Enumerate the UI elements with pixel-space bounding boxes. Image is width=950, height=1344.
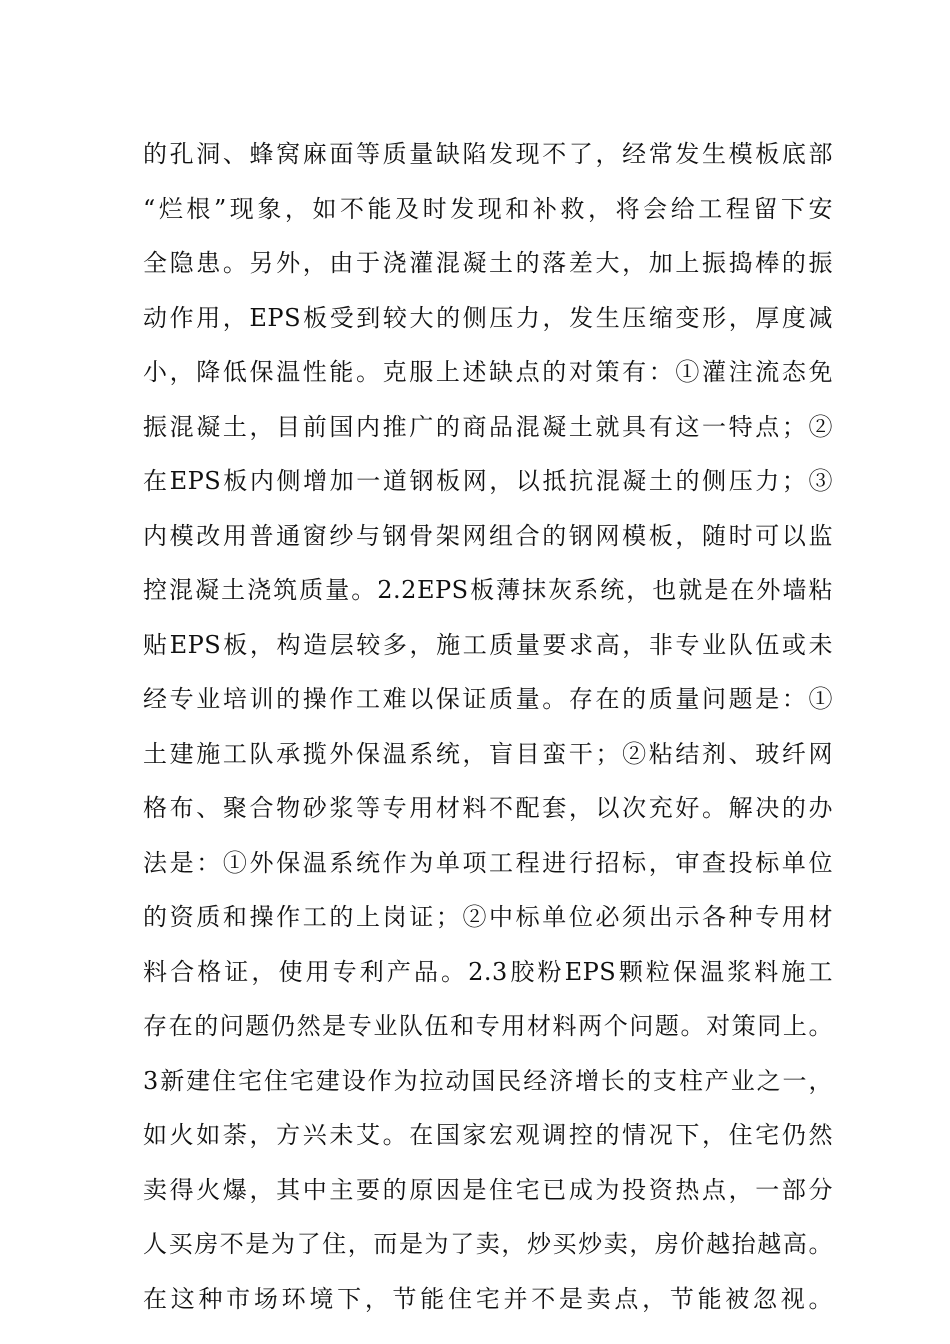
text-line: 如火如荼，方兴未艾。在国家宏观调控的情况下，住宅仍然 (143, 1121, 833, 1149)
text-line: 卖得火爆，其中主要的原因是住宅已成为投资热点，一部分 (143, 1175, 833, 1204)
text-line: 存在的问题仍然是专业队伍和专用材料两个问题。对策同上。 (143, 1012, 833, 1040)
text-line: 格布、聚合物砂浆等专用材料不配套，以次充好。解决的办 (143, 794, 833, 822)
text-line: 小，降低保温性能。克服上述缺点的对策有：①灌注流态免 (143, 358, 833, 386)
text-line: 贴EPS板，构造层较多，施工质量要求高，非专业队伍或未 (143, 630, 833, 659)
text-line: “烂根”现象，如不能及时发现和补救，将会给工程留下安 (143, 194, 833, 223)
text-line: 法是：①外保温系统作为单项工程进行招标，审查投标单位 (143, 848, 833, 877)
text-line: 3新建住宅住宅建设作为拉动国民经济增长的支柱产业之一， (143, 1066, 833, 1095)
text-line: 的资质和操作工的上岗证；②中标单位必须出示各种专用材 (143, 903, 833, 931)
text-line: 内模改用普通窗纱与钢骨架网组合的钢网模板，随时可以监 (143, 521, 833, 550)
text-line: 全隐患。另外，由于浇灌混凝土的落差大，加上振捣棒的振 (143, 249, 833, 277)
text-line: 经专业培训的操作工难以保证质量。存在的质量问题是：① (143, 685, 833, 713)
text-line: 料合格证，使用专利产品。2.3胶粉EPS颗粒保温浆料施工 (143, 957, 833, 986)
text-line: 的孔洞、蜂窝麻面等质量缺陷发现不了，经常发生模板底部 (143, 140, 833, 168)
text-line: 土建施工队承揽外保温系统，盲目蛮干；②粘结剂、玻纤网 (143, 739, 833, 768)
text-line: 动作用，EPS板受到较大的侧压力，发生压缩变形，厚度减 (143, 303, 833, 332)
text-line: 振混凝土，目前国内推广的商品混凝土就具有这一特点；② (143, 412, 833, 441)
text-line: 在EPS板内侧增加一道钢板网，以抵抗混凝土的侧压力；③ (143, 467, 833, 495)
body-text (143, 127, 833, 1326)
text-line: 人买房不是为了住，而是为了卖，炒买炒卖，房价越抬越高。 (143, 1230, 833, 1258)
text-line: 控混凝土浇筑质量。2.2EPS板薄抹灰系统，也就是在外墙粘 (143, 576, 833, 604)
text-line: 在这种市场环境下，节能住宅并不是卖点，节能被忽视。 (143, 1284, 833, 1313)
